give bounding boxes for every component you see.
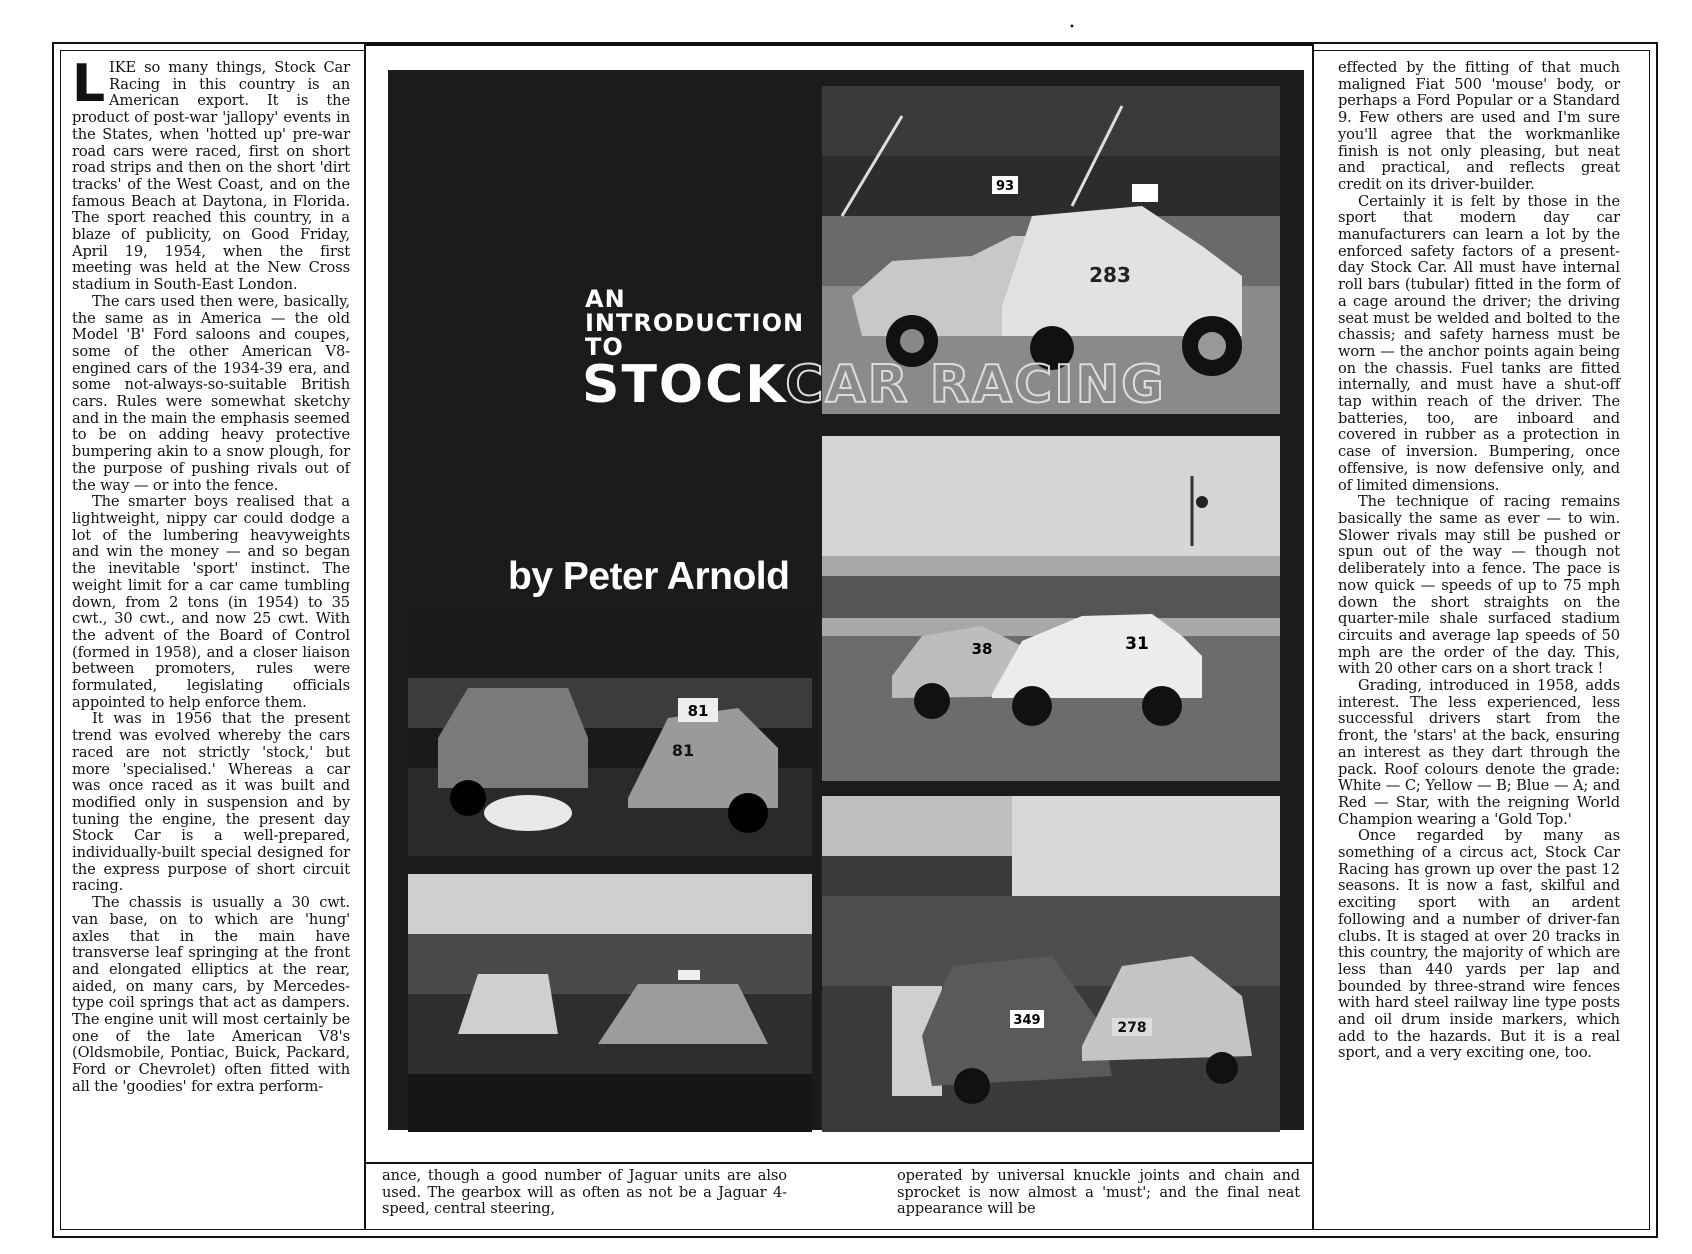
byline: by Peter Arnold (508, 555, 790, 598)
left-paragraph-3: The smarter boys realised that a lightweight, nippy car could dodge a lot of the lumbering heavyweights and win the money — and so began the inevitable 'sport' instinct. The weight limit for a car came tumbling down, from 2 tons (in 1954) to 35 cwt., 30 cwt., and now 25 cwt. With the advent of the Board of Control (formed in 1958), and a closer liaison between promoters, rules were formulated, legislating officials appointed to help enforce them. (72, 493, 350, 711)
car-number-349: 349 (1013, 1013, 1041, 1028)
right-paragraph-2: Certainly it is felt by those in the sport that modern day car manufacturers can learn a lot by the enforced safety factors of a present-day Stock Car. All must have internal roll bars (tubular) fitted in the form of a cage around the driver; the driving seat must be welded and bolted to the chassis; and safety harness must be worn — the anchor points again being on the chassis. Fuel tanks are fitted internally, and must have a shut-off tap within reach of the driver. The batteries, too, are inboard and covered in rubber as a protection in case of inversion. Bumpering, once offensive, is now defensive only, and of limited dimensions. (1338, 192, 1620, 494)
title-an: AN (585, 285, 626, 313)
photo-mid-right (822, 436, 1280, 781)
right-paragraph-5: Once regarded by many as something of a circus act, Stock Car Racing has grown up over the past 12 seasons. It is now a fast, skilful and exciting sport with an ardent following and a number of driver-fan clubs. It is staged at over 20 tracks in this country, the majority of which are less than 440 yards per lap and bounded by three-strand wire fences with hard steel railway line type posts and oil drum inside markers, which add to the hazards. But it is a real sport, and a very exciting one, too. (1338, 827, 1620, 1062)
title-stock-car-racing (582, 355, 1166, 415)
bottom-left-paragraph: ance, though a good number of Jaguar units are also used. The gearbox will as often as not be a Jaguar 4-speed, central steering, (382, 1167, 787, 1218)
left-paragraph-1 (72, 54, 350, 294)
bottom-left-text (382, 1168, 787, 1218)
car-number-93: 93 (995, 179, 1015, 194)
drop-cap: L (72, 54, 106, 114)
title-words-car-racing: CAR RACING (785, 355, 1166, 415)
left-paragraph-2: The cars used then were, basically, the same as in America — the old Model 'B' Ford saloons and coupes, some of the other American V8-engined cars of the 1934-39 era, and some not-always-so-suitable British cars. Rules were somewhat sketchy and in the main the emphasis seemed to be on adding heavy protective bumpering akin to a snow plough, for the purpose of pushing rivals out of the way — or into the fence. (72, 292, 350, 494)
title-introduction: INTRODUCTION (585, 309, 805, 337)
car-number-81-door: 81 (671, 741, 695, 760)
car-number-31: 31 (1125, 634, 1149, 654)
right-paragraph-3: The technique of racing remains basically the same as ever — to win. Slower rivals may still be pushed or spun out of the way — though not deliberately into a fence. The pace is now quick — speeds of up to 75 mph down the short straights on the quarter-mile shale surfaced stadium circuits and average lap speeds of 50 mph are the order of the day. This, with 20 other cars on a short track ! (1338, 493, 1620, 678)
left-text-column (72, 54, 350, 1228)
title-to: TO (585, 333, 624, 361)
car-number-38: 38 (971, 640, 993, 658)
right-paragraph-1: effected by the fitting of that much maligned Fiat 500 'mouse' body, or perhaps a Ford Popular or a Standard 9. Few others are used and I'm sure you'll agree that the workmanlike finish is not only pleasing, but neat and practical, and reflects great credit on its driver-builder. (1338, 59, 1620, 193)
photo-bottom-right (822, 796, 1280, 1132)
title-word-stock: STOCK (582, 355, 786, 415)
left-paragraph-1-text: IKE so many things, Stock Car Racing in this country is an American export. It is the product of post-war 'jallopy' events in the States, when 'hotted up' pre-war road cars were raced, first on short road strips and then on the short 'dirt tracks' of the West Coast, and on the famous Beach at Daytona, in Florida. The sport reached this country, in a blaze of publicity, on Good Friday, April 19, 1954, when the first meeting was held at the New Cross stadium in South-East London. (72, 59, 350, 294)
bottom-right-text (897, 1168, 1300, 1218)
right-text-column (1338, 60, 1620, 1228)
page-mark: • (1069, 22, 1075, 33)
car-number-81-roof: 81 (687, 702, 709, 720)
left-paragraph-4: It was in 1956 that the present trend was evolved whereby the cars raced are not strictly 'stock,' but more 'specialised.' Whereas a car was once raced as it was built and modified only in suspension and by tuning the engine, the present day Stock Car is a well-prepared, individually-built special designed for the express purpose of short circuit racing. (72, 710, 350, 895)
photo-bottom-left (408, 874, 812, 1132)
car-number-278: 278 (1117, 1020, 1147, 1036)
bottom-right-paragraph: operated by universal knuckle joints and chain and sprocket is now almost a 'must'; and the final neat appearance will be (897, 1167, 1300, 1218)
photo-mid-left (408, 608, 812, 856)
right-paragraph-4: Grading, introduced in 1958, adds interest. The less experienced, less successful drivers start from the front, the 'stars' at the back, ensuring an interest as they dart through the pack. Roof colours denote the grade: White — C; Yellow — B; Blue — A; and Red — Star, with the reigning World Champion wearing a 'Gold Top.' (1338, 677, 1620, 828)
car-number-283: 283 (1089, 263, 1131, 287)
left-paragraph-5: The chassis is usually a 30 cwt. van base, on to which are 'hung' axles that in the main have transverse leaf springing at the front and elongated elliptics at the rear, aided, on many cars, by Mercedes-type coil springs that act as dampers. The engine unit will most certainly be one of the late American V8's (Oldsmobile, Pontiac, Buick, Packard, Ford or Chevrolet) often fitted with all the 'goodies' for extra perform- (72, 894, 350, 1095)
